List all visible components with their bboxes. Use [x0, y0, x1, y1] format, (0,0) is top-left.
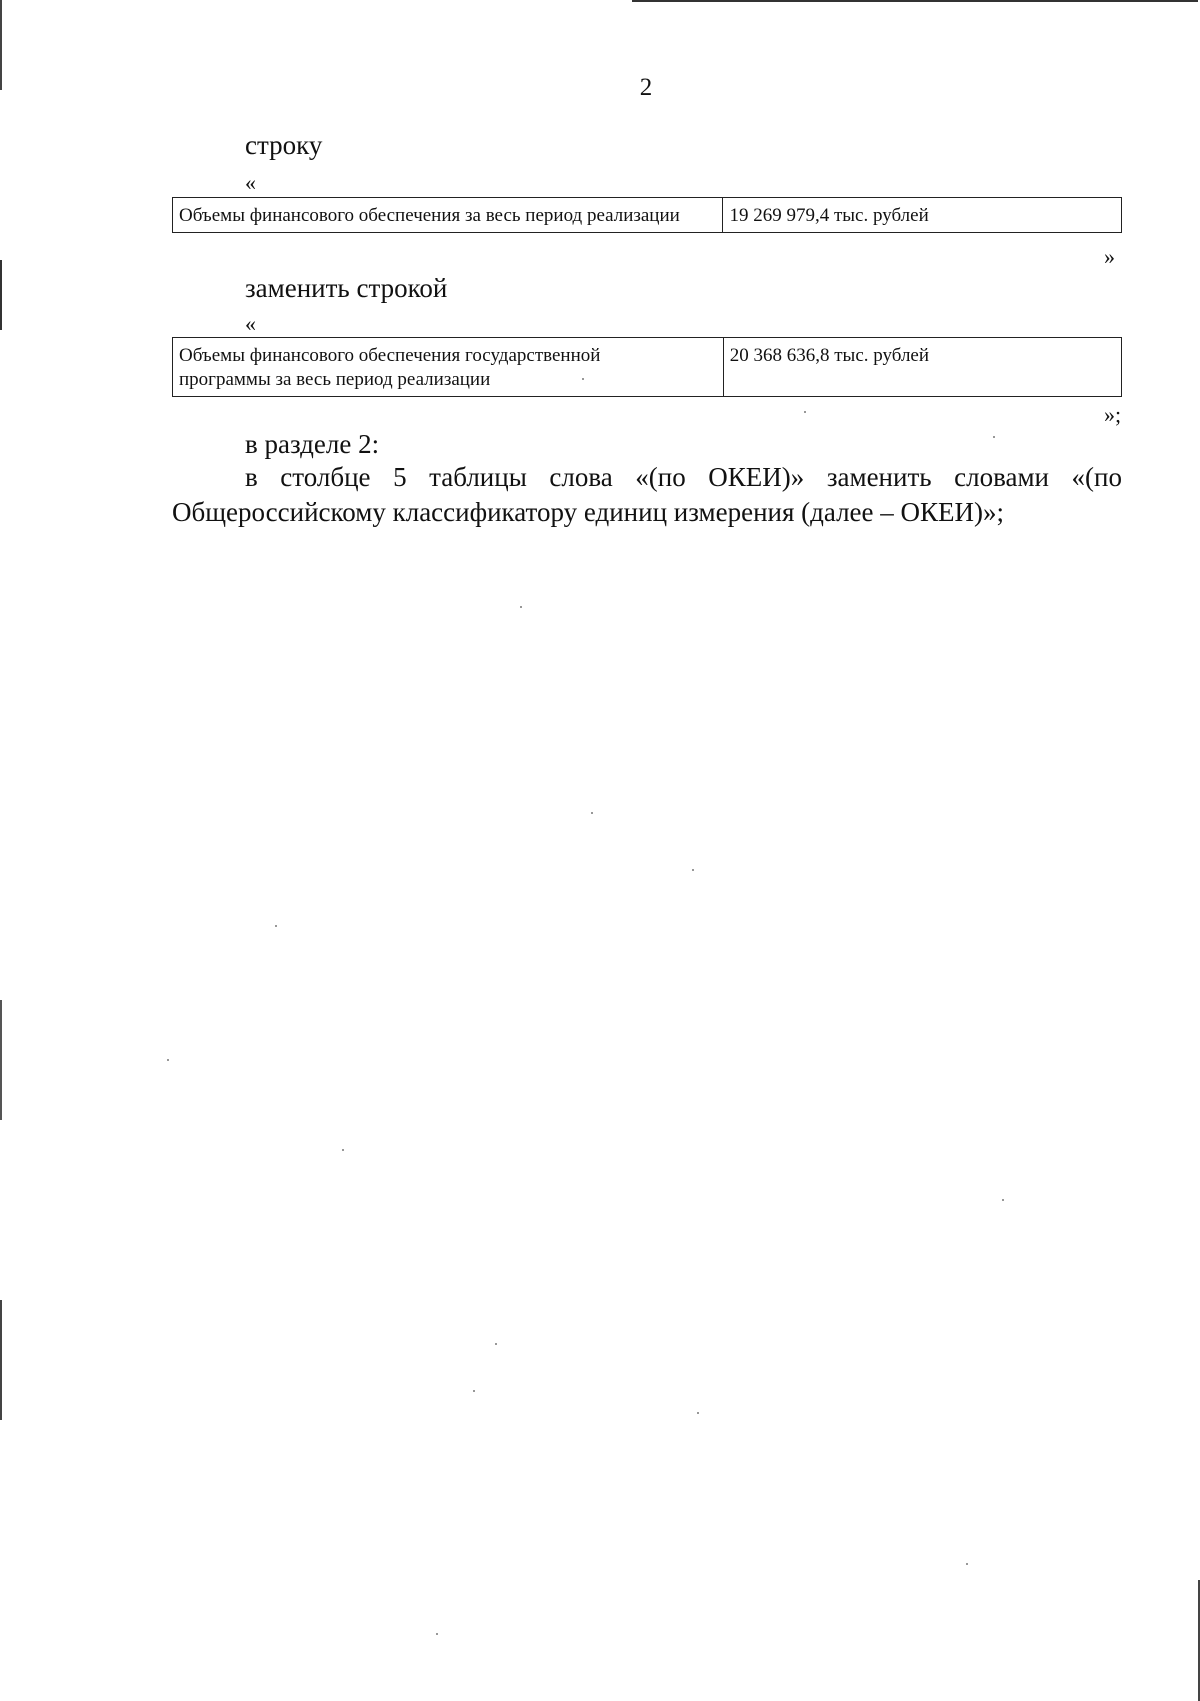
- table-row: [173, 198, 1122, 233]
- quote-open-2: «: [245, 311, 256, 336]
- scan-speck: [473, 1390, 475, 1392]
- heading-section-2: в разделе 2:: [245, 429, 380, 459]
- scan-edge-left: [0, 0, 2, 1701]
- row-value: 20 368 636,8 тыс. рублей: [723, 338, 1121, 397]
- heading-stroku: строку: [245, 130, 323, 160]
- scan-speck: [342, 1149, 344, 1151]
- quote-close-2: »;: [1104, 402, 1122, 427]
- scan-speck: [697, 1412, 699, 1414]
- scan-speck: [692, 869, 694, 871]
- table-row: [173, 338, 1122, 397]
- scan-speck: [591, 812, 593, 814]
- replacement-row-table: [172, 337, 1122, 397]
- quote-open-1: «: [245, 170, 256, 195]
- original-row-table: [172, 197, 1122, 233]
- row-label-line1: Объемы финансового обеспечения государственной: [179, 345, 601, 366]
- page-number: 2: [639, 74, 653, 101]
- paragraph-line1: в столбце 5 таблицы слова «(по ОКЕИ)» заменить словами «(по: [245, 462, 1122, 492]
- scan-speck: [436, 1633, 438, 1635]
- row-label: [173, 338, 724, 397]
- scan-speck: [495, 1343, 497, 1345]
- scan-speck: [1002, 1199, 1004, 1201]
- scan-speck: [167, 1059, 169, 1061]
- row-label-line2: программы за весь период реализации: [179, 369, 491, 390]
- scan-speck: [966, 1563, 968, 1565]
- scan-speck: [804, 411, 806, 413]
- scan-speck: [520, 606, 522, 608]
- heading-replace: заменить строкой: [245, 273, 448, 303]
- amendment-paragraph: [172, 460, 1122, 530]
- scan-speck: [275, 925, 277, 927]
- scan-edge-top: [632, 0, 1200, 2]
- row-value: 19 269 979,4 тыс. рублей: [723, 198, 1122, 233]
- scan-speck: [993, 436, 995, 438]
- row-label: Объемы финансового обеспечения за весь период реализации: [173, 198, 723, 233]
- quote-close-1: »: [1104, 244, 1115, 269]
- paragraph-line2: Общероссийскому классификатору единиц измерения (далее – ОКЕИ)»;: [172, 497, 1005, 527]
